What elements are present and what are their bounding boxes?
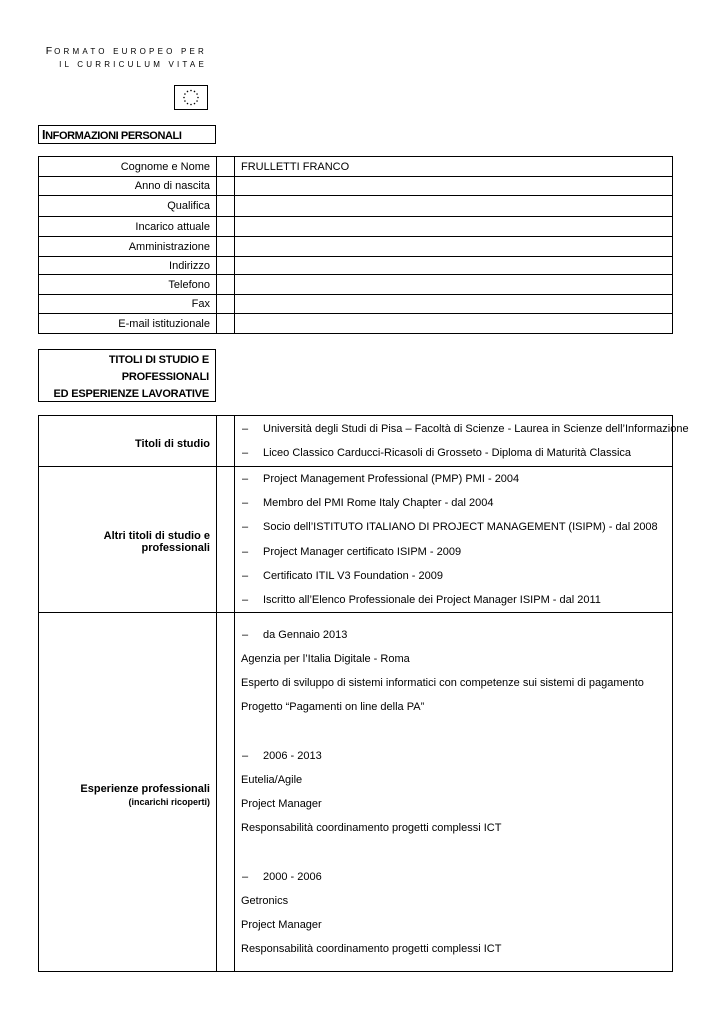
flag-star xyxy=(184,100,186,102)
table-row xyxy=(39,257,673,275)
row-label: Telefono xyxy=(39,275,217,295)
flag-star xyxy=(187,91,189,93)
flag-star xyxy=(184,93,186,95)
row-label: Indirizzo xyxy=(39,257,217,275)
personal-info-table xyxy=(38,156,673,334)
flag-star xyxy=(190,104,192,106)
row-value xyxy=(235,177,673,196)
esperienze-label: Esperienze professionali (incarichi ricoperti) xyxy=(39,613,217,972)
experience-period: – da Gennaio 2013 xyxy=(242,628,348,641)
table-row xyxy=(39,237,673,257)
flag-star xyxy=(196,100,198,102)
cv-format-title-line1: FORMATO EUROPEO PER xyxy=(45,45,207,57)
experience-employer: Agenzia per l’Italia Digitale - Roma xyxy=(241,653,410,665)
table-row xyxy=(39,416,673,467)
cv-format-title-line2: IL CURRICULUM VITAE xyxy=(59,60,207,69)
list-item: – Project Manager certificato ISIPM - 2009 xyxy=(242,545,462,558)
titoli-label: Titoli di studio xyxy=(39,416,217,467)
flag-star xyxy=(183,97,185,99)
studies-experience-table xyxy=(38,415,689,972)
experience-role: Project Manager xyxy=(241,798,322,811)
experience-detail: Responsabilità coordinamento progetti complessi ICT xyxy=(241,822,502,835)
table-row xyxy=(39,196,673,217)
experience-detail: Progetto “Pagamenti on line della PA” xyxy=(241,701,425,714)
experience-period: – 2006 - 2013 xyxy=(242,749,322,762)
list-item: – Iscritto all’Elenco Professionale dei Project Manager ISIPM - dal 2011 xyxy=(242,593,601,606)
row-value: FRULLETTI FRANCO xyxy=(235,157,673,177)
experience-employer: Eutelia/Agile xyxy=(241,773,303,786)
row-label: Cognome e Nome xyxy=(39,157,217,177)
list-item: – Project Management Professional (PMP) PMI - 2004 xyxy=(242,473,520,485)
table-row xyxy=(39,467,673,613)
titoli-list xyxy=(235,416,689,467)
altri-list xyxy=(235,467,673,613)
table-row xyxy=(39,295,673,314)
row-value xyxy=(235,257,673,275)
flag-star xyxy=(194,91,196,93)
row-value xyxy=(235,295,673,314)
table-row xyxy=(39,177,673,196)
esperienze-sublabel: (incarichi ricoperti) xyxy=(128,796,210,807)
flag-star xyxy=(197,97,199,99)
altri-label: Altri titoli di studio e professionali xyxy=(39,467,217,613)
table-row xyxy=(39,314,673,334)
row-value xyxy=(235,196,673,217)
row-value xyxy=(235,237,673,257)
list-item: – Certificato ITIL V3 Foundation - 2009 xyxy=(242,569,443,582)
row-label: Fax xyxy=(39,295,217,314)
row-value xyxy=(235,217,673,237)
table-row xyxy=(39,157,673,177)
row-label: Amministrazione xyxy=(39,237,217,257)
experience-role: Esperto di sviluppo di sistemi informatici con competenze sui sistemi di pagamento xyxy=(241,677,644,690)
table-row xyxy=(39,613,673,972)
flag-star xyxy=(196,93,198,95)
row-value xyxy=(235,314,673,334)
flag-star xyxy=(194,103,196,105)
eu-flag-icon xyxy=(174,85,208,110)
experience-role: Project Manager xyxy=(241,919,322,932)
studies-experience-heading: TITOLI DI STUDIO E PROFESSIONALI ED ESPERIENZE LAVORATIVE xyxy=(38,349,216,402)
experience-detail: Responsabilità coordinamento progetti complessi ICT xyxy=(241,943,502,956)
esperienze-list xyxy=(235,613,673,972)
row-label: Anno di nascita xyxy=(39,177,217,196)
row-label: Incarico attuale xyxy=(39,217,217,237)
table-row xyxy=(39,217,673,237)
row-label: E-mail istituzionale xyxy=(39,314,217,334)
list-item: – Liceo Classico Carducci-Ricasoli di Grosseto - Diploma di Maturità Classica xyxy=(242,447,632,459)
personal-info-heading: INFORMAZIONI PERSONALI xyxy=(38,125,216,144)
experience-period: – 2000 - 2006 xyxy=(242,870,322,883)
row-label: Qualifica xyxy=(39,196,217,217)
flag-star xyxy=(190,90,192,92)
row-value xyxy=(235,275,673,295)
list-item: – Membro del PMI Rome Italy Chapter - dal 2004 xyxy=(242,497,494,510)
table-row xyxy=(39,275,673,295)
list-item: – Università degli Studi di Pisa – Facoltà di Scienze - Laurea in Scienze dell’Informazione xyxy=(242,422,689,435)
flag-star xyxy=(187,103,189,105)
list-item: – Socio dell’ISTITUTO ITALIANO DI PROJECT MANAGEMENT (ISIPM) - dal 2008 xyxy=(242,521,658,534)
experience-employer: Getronics xyxy=(241,894,289,907)
